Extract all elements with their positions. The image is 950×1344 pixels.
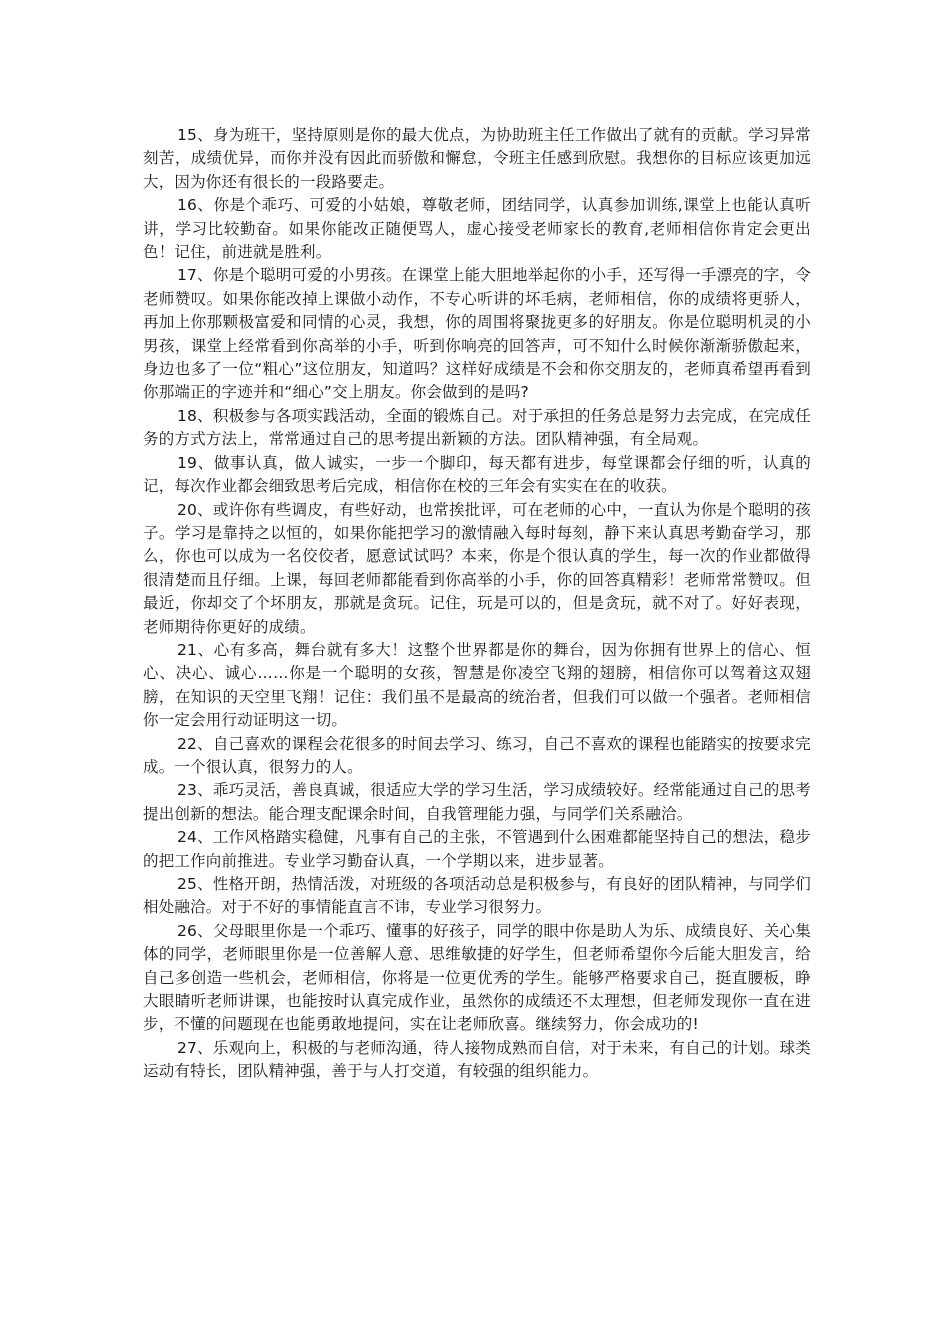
comment-paragraph-24: 24、工作风格踏实稳健，凡事有自己的主张，不管遇到什么困难都能坚持自己的想法，稳步的把工作向前推进。专业学习勤奋认真，一个学期以来，进步显著。 — [143, 828, 811, 870]
comment-paragraph-25: 25、性格开朗，热情活泼，对班级的各项活动总是积极参与，有良好的团队精神，与同学们相处融洽。对于不好的事情能直言不讳，专业学习很努力。 — [143, 875, 811, 917]
document-body — [143, 124, 811, 1084]
comment-paragraph-21: 21、心有多高，舞台就有多大！这整个世界都是你的舞台，因为你拥有世界上的信心、恒心、决心、诚心……你是一个聪明的女孩，智慧是你凌空飞翔的翅膀，相信你可以驾着这双翅膀，在知识的天空里飞翔！记住：我们虽不是最高的统治者，但我们可以做一个强者。老师相信你一定会用行动证明这一切。 — [143, 640, 811, 730]
comment-paragraph-17: 17、你是个聪明可爱的小男孩。在课堂上能大胆地举起你的小手，还写得一手漂亮的字，令老师赞叹。如果你能改掉上课做小动作，不专心听讲的坏毛病，老师相信，你的成绩将更骄人，再加上你那颗极富爱和同情的心灵，我想，你的周围将聚拢更多的好朋友。你是位聪明机灵的小男孩，课堂上经常看到你高举的小手，听到你响亮的回答声，可不知什么时候你渐渐骄傲起来，身边也多了一位“粗心”这位朋友，知道吗？这样好成绩是不会和你交朋友的，老师真希望再看到你那端正的字迹并和“细心”交上朋友。你会做到的是吗? — [143, 266, 811, 402]
comment-paragraph-23: 23、乖巧灵活，善良真诚，很适应大学的学习生活，学习成绩较好。经常能通过自己的思考提出创新的想法。能合理支配课余时间，自我管理能力强，与同学们关系融洽。 — [143, 781, 811, 823]
comment-paragraph-22: 22、自己喜欢的课程会花很多的时间去学习、练习，自己不喜欢的课程也能踏实的按要求完成。一个很认真，很努力的人。 — [143, 734, 811, 776]
comment-paragraph-26: 26、父母眼里你是一个乖巧、懂事的好孩子，同学的眼中你是助人为乐、成绩良好、关心集体的同学，老师眼里你是一位善解人意、思维敏捷的好学生，但老师希望你今后能大胆发言，给自己多创造一些机会，老师相信，你将是一位更优秀的学生。能够严格要求自己，挺直腰板，睁大眼睛听老师讲课，也能按时认真完成作业，虽然你的成绩还不太理想，但老师发现你一直在进步，不懂的问题现在也能勇敢地提问，实在让老师欣喜。继续努力，你会成功的! — [143, 921, 811, 1034]
comment-paragraph-27: 27、乐观向上，积极的与老师沟通，待人接物成熟而自信，对于未来，有自己的计划。球类运动有特长，团队精神强，善于与人打交道，有较强的组织能力。 — [143, 1038, 811, 1081]
comment-paragraph-16: 16、你是个乖巧、可爱的小姑娘，尊敬老师，团结同学，认真参加训练,课堂上也能认真听讲，学习比较勤奋。如果你能改正随便骂人，虚心接受老师家长的教育,老师相信你肯定会更出色！记住，前进就是胜利。 — [143, 196, 811, 262]
comment-paragraph-19: 19、做事认真，做人诚实，一步一个脚印，每天都有进步，每堂课都会仔细的听，认真的记，每次作业都会细致思考后完成，相信你在校的三年会有实实在在的收获。 — [143, 453, 811, 496]
comment-paragraph-20: 20、或许你有些调皮，有些好动，也常挨批评，可在老师的心中，一直认为你是个聪明的孩子。学习是靠持之以恒的，如果你能把学习的激情融入每时每刻，静下来认真思考勤奋学习，那么，你也可以成为一名佼佼者，愿意试试吗？本来，你是个很认真的学生，每一次的作业都做得很清楚而且仔细。上课，每回老师都能看到你高举的小手，你的回答真精彩！老师常常赞叹。但最近，你却交了个坏朋友，那就是贪玩。记住，玩是可以的，但是贪玩，就不对了。好好表现，老师期待你更好的成绩。 — [143, 500, 811, 636]
comment-paragraph-15: 15、身为班干，坚持原则是你的最大优点，为协助班主任工作做出了就有的贡献。学习异常刻苦，成绩优异，而你并没有因此而骄傲和懈怠，令班主任感到欣慰。我想你的目标应该更加远大，因为你还有很长的一段路要走。 — [143, 126, 811, 191]
comment-paragraph-18: 18、积极参与各项实践活动，全面的锻炼自己。对于承担的任务总是努力去完成，在完成任务的方式方法上，常常通过自己的思考提出新颖的方法。团队精神强，有全局观。 — [143, 406, 811, 449]
